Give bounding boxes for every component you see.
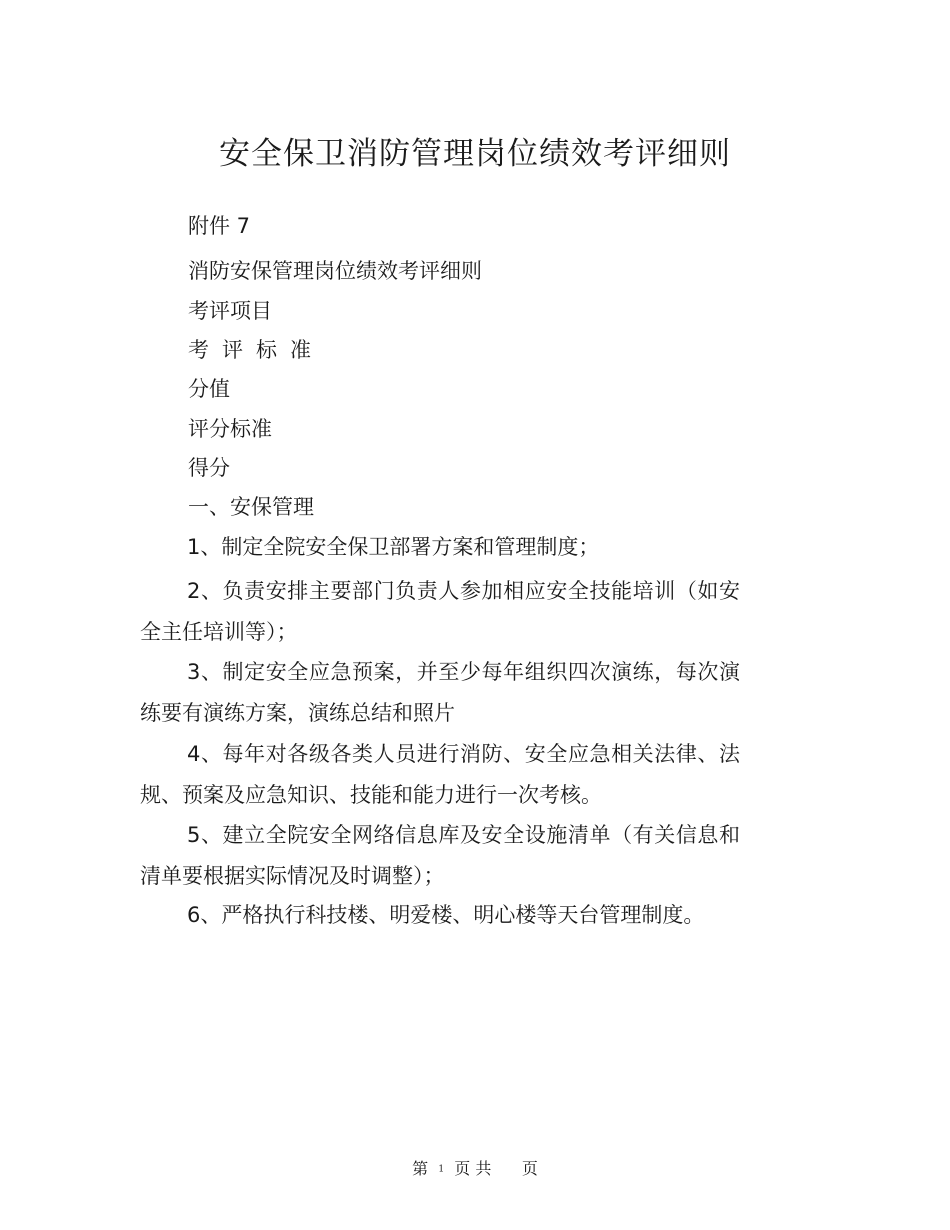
paragraph-item-1: 1、制定全院安全保卫部署方案和管理制度；: [187, 535, 600, 559]
paragraph-item-6: 6、严格执行科技楼、明爱楼、明心楼等天台管理制度。: [187, 903, 705, 927]
footer-page-number: 1: [438, 1164, 445, 1175]
footer-middle: 页 共: [454, 1159, 492, 1178]
paragraph-item-4: 4、每年对各级各类人员进行消防、安全应急相关法律、法规、预案及应急知识、技能和能力进行一次考核。: [140, 742, 740, 807]
footer-prefix: 第: [412, 1159, 429, 1178]
header-item-scoring-criteria: 评分标准: [188, 417, 272, 441]
header-item-evaluation-standard: 考评标准: [188, 338, 324, 362]
paragraph-item-2: 2、负责安排主要部门负责人参加相应安全技能培训（如安全主任培训等）；: [140, 579, 740, 644]
footer-suffix: 页: [521, 1159, 538, 1178]
page-footer: [0, 1156, 950, 1179]
header-item-score-value: 分值: [188, 377, 230, 401]
paragraph-item-3: 3、制定安全应急预案，并至少每年组织四次演练，每次演练要有演练方案，演练总结和照片: [140, 660, 740, 725]
section-heading: 一、安保管理: [188, 495, 314, 519]
page-title: 安全保卫消防管理岗位绩效考评细则: [219, 136, 731, 172]
attachment-label: 附件 7: [188, 214, 251, 238]
paragraph-item-5: 5、建立全院安全网络信息库及安全设施清单（有关信息和清单要根据实际情况及时调整）；: [140, 823, 740, 888]
document-subtitle: 消防安保管理岗位绩效考评细则: [188, 259, 482, 283]
header-item-evaluation-project: 考评项目: [188, 299, 272, 323]
header-item-score: 得分: [188, 456, 230, 480]
